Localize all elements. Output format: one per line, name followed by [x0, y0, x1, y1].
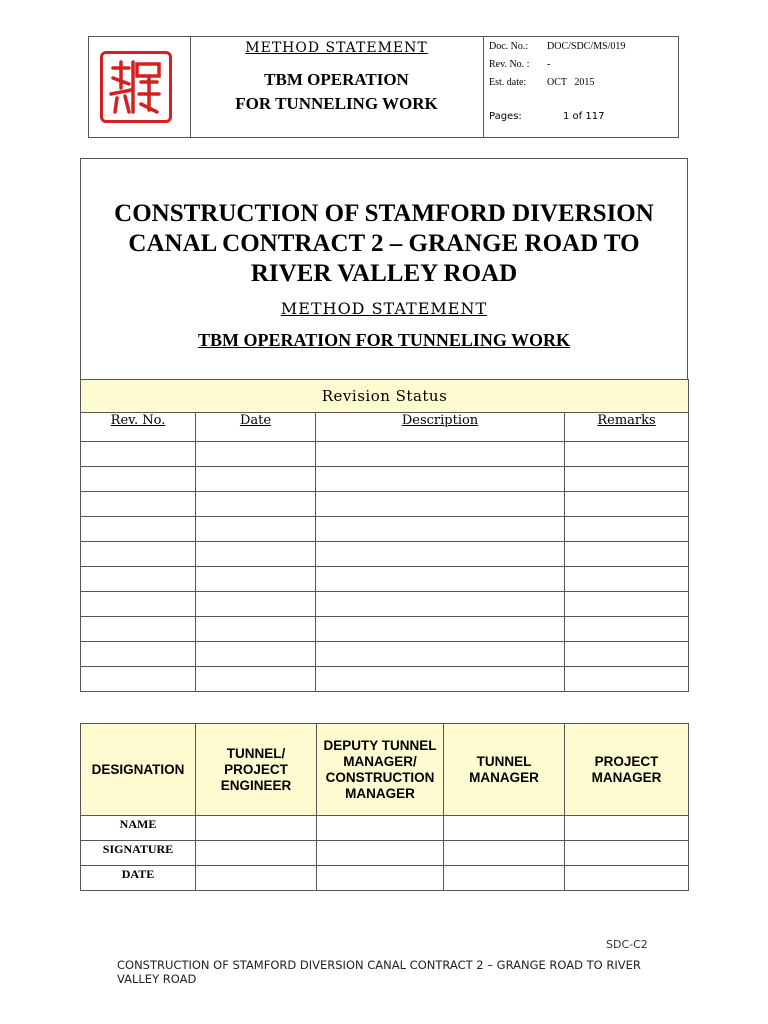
revision-header-row	[81, 413, 689, 442]
row-name-label: NAME	[81, 816, 196, 841]
footer-text: CONSTRUCTION OF STAMFORD DIVERSION CANAL CONTRACT 2 – GRANGE ROAD TO RIVER VALLEY ROAD	[117, 958, 641, 986]
revision-status-heading: Revision Status	[81, 380, 689, 413]
project-title	[81, 199, 687, 289]
table-row	[81, 567, 689, 592]
col-construction-manager: DEPUTY TUNNEL MANAGER/ CONSTRUCTION MANAGER	[317, 724, 444, 816]
table-row	[81, 816, 689, 841]
signoff-table	[80, 723, 689, 891]
footer-code: SDC-C2	[606, 938, 648, 951]
col-project-manager: PROJECT MANAGER	[565, 724, 689, 816]
col-remarks: Remarks	[565, 413, 689, 442]
doc-no-label: Doc. No.:	[489, 41, 529, 52]
header-method-statement: METHOD STATEMENT	[245, 40, 428, 56]
est-date-value: OCT 2015	[547, 77, 595, 88]
table-row	[81, 617, 689, 642]
header-title-line1: TBM OPERATION	[264, 70, 409, 89]
table-row	[81, 841, 689, 866]
table-row	[81, 667, 689, 692]
table-row	[81, 866, 689, 891]
header-title-line2: FOR TUNNELING WORK	[235, 94, 438, 113]
doc-no-value: DOC/SDC/MS/019	[547, 41, 626, 52]
col-project-engineer: TUNNEL/ PROJECT ENGINEER	[196, 724, 317, 816]
table-row	[81, 642, 689, 667]
table-row	[81, 592, 689, 617]
row-signature-label: SIGNATURE	[81, 841, 196, 866]
table-row	[81, 492, 689, 517]
project-title-line3: RIVER VALLEY ROAD	[250, 260, 518, 287]
title-box	[80, 158, 688, 380]
document-info-cell	[484, 37, 678, 137]
logo-cell	[89, 37, 191, 137]
signoff-header-row	[81, 724, 689, 816]
rev-no-label: Rev. No. :	[489, 59, 530, 70]
table-row	[81, 467, 689, 492]
pages-label: Pages:	[489, 111, 522, 122]
table-row	[81, 542, 689, 567]
col-date: Date	[196, 413, 316, 442]
project-title-line2: CANAL CONTRACT 2 – GRANGE ROAD TO	[128, 230, 640, 257]
header-title	[190, 68, 483, 116]
project-title-line1: CONSTRUCTION OF STAMFORD DIVERSION	[114, 200, 654, 227]
col-rev-no: Rev. No.	[81, 413, 196, 442]
est-date-label: Est. date:	[489, 77, 527, 88]
document-header	[88, 36, 679, 138]
red-seal-logo-icon	[100, 51, 172, 123]
document-subtitle: TBM OPERATION FOR TUNNELING WORK	[197, 330, 571, 350]
method-statement-label: METHOD STATEMENT	[280, 299, 488, 318]
table-row	[81, 442, 689, 467]
col-tunnel-manager: TUNNEL MANAGER	[444, 724, 565, 816]
row-date-label: DATE	[81, 866, 196, 891]
pages-value: 1 of 117	[563, 111, 605, 122]
header-title-cell	[190, 37, 484, 137]
revision-status-table	[80, 379, 689, 692]
table-row	[81, 517, 689, 542]
rev-no-value: -	[547, 59, 551, 70]
col-designation: DESIGNATION	[81, 724, 196, 816]
col-description: Description	[316, 413, 565, 442]
